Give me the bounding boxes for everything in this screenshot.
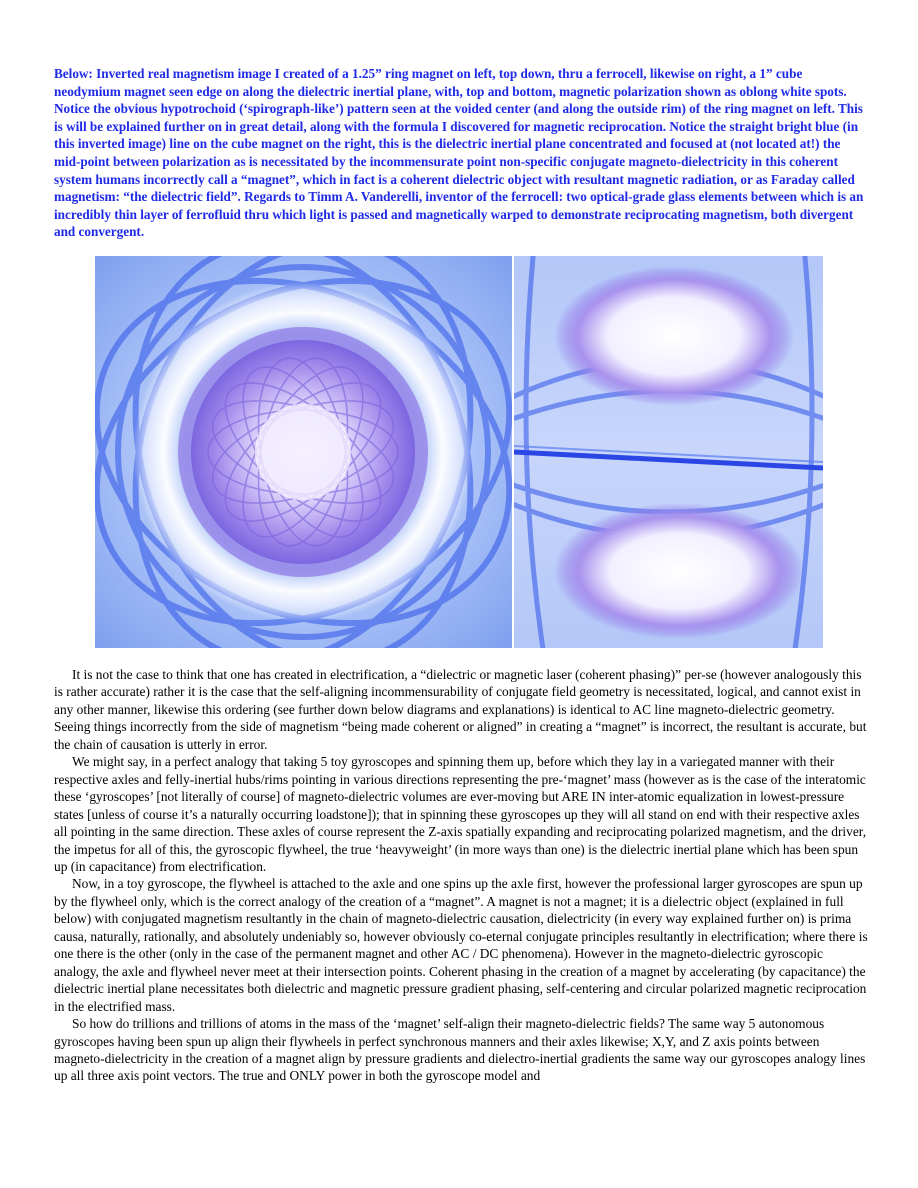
- cube-magnet-ferrocell-image: [514, 256, 823, 648]
- paragraph: Now, in a toy gyroscope, the flywheel is attached to the axle and one spins up the axle first, however the professional larger gyroscopes are spun up by the flywheel only, which is the correct analogy of the creation of a “magnet”. A magnet is not a magnet; it is a dielectric object (explained in full below) with conjugated magnetism resultantly in the chain of magneto-dielectric causation, dielectricity (in every way explained further on) is prima causa, naturally, rationally, and absolutely undeniably so, however obviously co-eternal conjugate principles resultantly in electrification; where there is one there is the other (only in the case of the permanent magnet and other AC / DC phenomena). However in the magneto-dielectric gyroscopic analogy, the axle and flywheel never meet at their intersection points. Coherent phasing in the creation of a magnet by accelerating (by capacitance) the dielectric inertial plane necessitates both dielectric and magnetic pressure gradient phasing, self-centering and circular polarized magnetic reciprocation in the electrified mass.: [54, 876, 868, 1014]
- paragraph: So how do trillions and trillions of atoms in the mass of the ‘magnet’ self-align their magneto-dielectric fields? The same way 5 autonomous gyroscopes having been spun up align their flywheels in perfect synchronous manners and their axles likewise; X,Y, and Z axis points between magneto-dielectricity in the creation of a magnet align by pressure gradients and dielectro-inertial gradients the same way our gyroscopes analogy lines up all three axis point vectors. The true and ONLY power in both the gyroscope model and: [54, 1016, 866, 1084]
- figure-caption: Below: Inverted real magnetism image I created of a 1.25” ring magnet on left, top down, thru a ferrocell, likewise on right, a 1” cube neodymium magnet seen edge on along the dielectric inertial plane, with, top and bottom, magnetic polarization shown as oblong white spots. Notice the obvious hypotrochoid (‘spirograph-like’) pattern seen at the voided center (and along the outside rim) of the ring magnet on left. This is will be explained further on in great detail, along with the formula I discovered for magnetic reciprocation. Notice the straight bright blue (in this inverted image) line on the cube magnet on the right, this is the dielectric inertial plane concentrated and focused at (not located at!) the mid-point between polarization as is necessitated by the incommensurate point non-specific conjugate magneto-dielectricity in this coherent system humans incorrectly call a “magnet”, which in fact is a coherent dielectric object with resultant magnetic radiation, or as Faraday called magnetism: “the dielectric field”. Regards to Timm A. Vanderelli, inventor of the ferrocell: two optical-grade glass elements between which is an incredibly thin layer of ferrofluid thru which light is passed and magnetically warped to demonstrate reciprocating magnetism, both divergent and convergent.: [54, 66, 864, 240]
- paragraph: It is not the case to think that one has created in electrification, a “dielectric or magnetic laser (coherent phasing)” per-se (however analogously this is rather accurate) rather it is the case that the self-aligning incommensurability of conjugate field geometry is necessitated, logical, and cannot exist in any other manner, likewise this ordering (see further down below diagrams and explanations) is identical to AC line magneto-dielectric geometry. Seeing things incorrectly from the side of magnetism “being made coherent or aligned” in creating a “magnet” is incorrect, the resultant is accurate, but the chain of causation is utterly in error.: [54, 667, 867, 752]
- paragraph: We might say, in a perfect analogy that taking 5 toy gyroscopes and spinning them up, before which they lay in a variegated manner with their respective axles and felly-inertial hubs/rims pointing in various directions representing the pre-‘magnet’ mass (however as is the case of the interatomic these ‘gyroscopes’ [not literally of course] of magneto-dielectric volumes are ever-moving but ARE IN inter-atomic equalization in lowest-pressure states [unless of course it’s a naturally occurring loadstone]); that in spinning these gyroscopes up they will all stand on end with their respective axles all pointing in the same direction. These axles of course represent the Z-axis spatially expanding and reciprocating polarized magnetism, and the driver, the impetus for all of this, the gyroscopic flywheel, the true ‘heavyweight’ (in more ways than one) is the dielectric inertial plane which has been spun up (in capacitance) from electrification.: [54, 754, 867, 874]
- ring-magnet-ferrocell-image: [95, 256, 512, 648]
- body-text: [54, 666, 868, 1085]
